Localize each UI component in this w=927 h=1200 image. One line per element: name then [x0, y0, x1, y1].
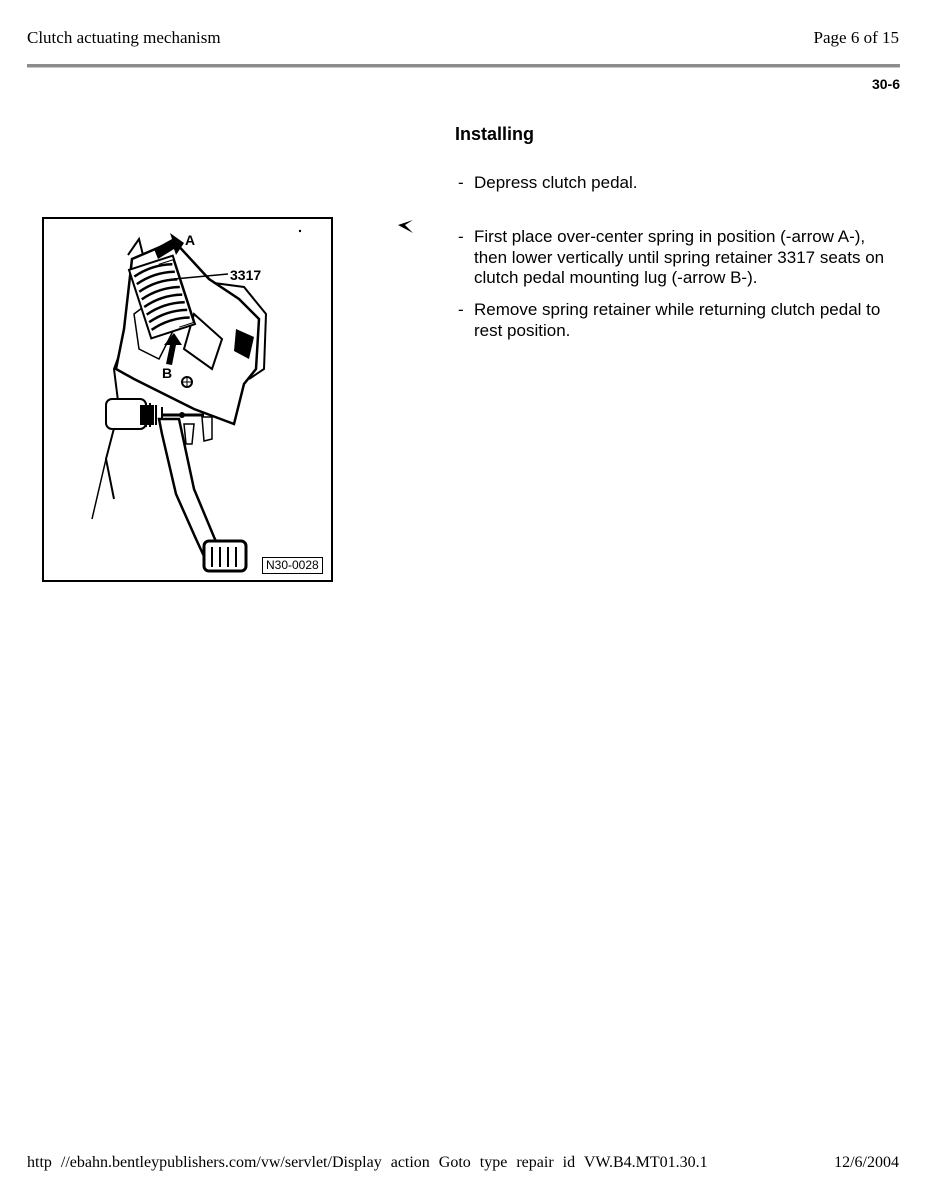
footer-url: http //ebahn.bentleypublishers.com/vw/servlet/Display action Goto type repair id VW.B4.MT01.30.1	[27, 1154, 708, 1171]
step-item	[458, 173, 888, 194]
clutch-pedal-drawing	[44, 219, 331, 580]
step-item	[458, 300, 888, 341]
step-bullet: -	[458, 173, 464, 192]
step-bullet: -	[458, 300, 464, 319]
header-page-count: Page 6 of 15	[813, 28, 899, 47]
section-heading: Installing	[455, 124, 535, 144]
step-item	[458, 227, 888, 289]
page-number: 30-6	[871, 76, 900, 92]
figure-code: N30-0028	[262, 557, 323, 574]
header-divider	[27, 64, 900, 68]
figure-label-arrow-b: B	[162, 365, 173, 381]
step-text: Remove spring retainer while returning clutch pedal to rest position.	[474, 300, 881, 340]
header-title: Clutch actuating mechanism	[27, 28, 221, 47]
step-text: Depress clutch pedal.	[474, 173, 638, 192]
step-bullet: -	[458, 227, 464, 246]
arrow-pointer-icon	[397, 219, 415, 235]
footer-date: 12/6/2004	[834, 1154, 899, 1171]
clutch-pedal-illustration	[42, 217, 333, 582]
figure-label-tool: 3317	[230, 267, 262, 283]
figure-label-arrow-a: A	[185, 232, 196, 248]
step-text: First place over-center spring in position (-arrow A-), then lower vertically until spring retainer 3317 seats on clutch pedal mounting lug (-arrow B-).	[474, 227, 885, 287]
